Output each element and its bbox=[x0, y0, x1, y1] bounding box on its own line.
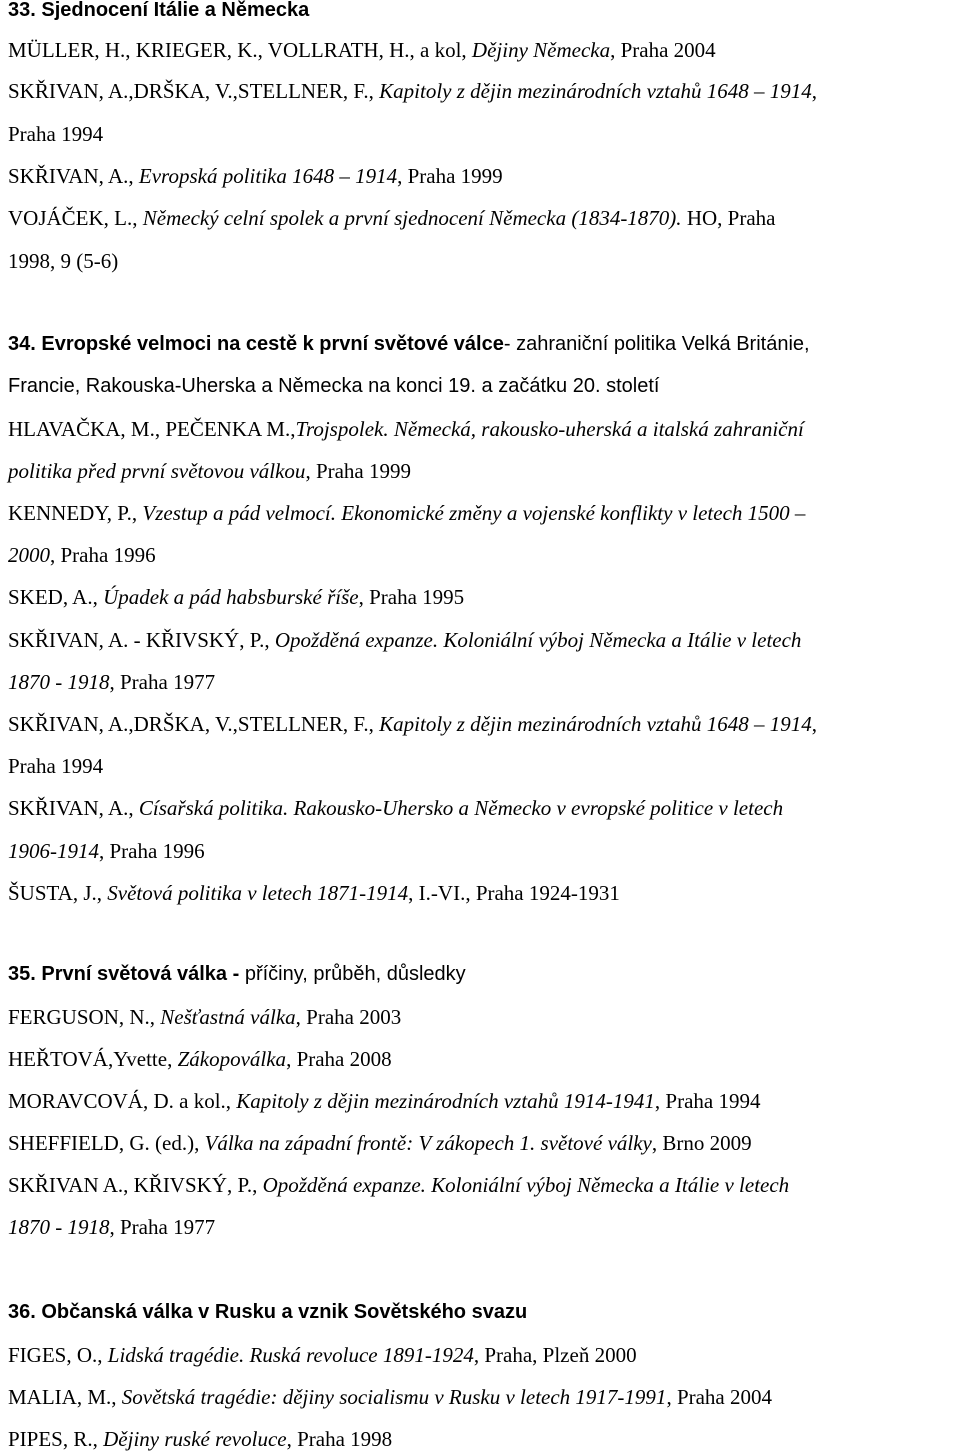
entry-publication: , Praha 1999 bbox=[397, 164, 503, 188]
reference-entry bbox=[8, 416, 956, 442]
entry-publication: Praha 1994 bbox=[8, 754, 104, 778]
entry-authors: SKŘIVAN, A.,DRŠKA, V.,STELLNER, F., bbox=[8, 712, 380, 736]
entry-title: Sovětská tragédie: dějiny socialismu v Rusku v letech 1917-1991 bbox=[121, 1385, 667, 1409]
section-subtitle: příčiny, průběh, důsledky bbox=[239, 963, 466, 985]
reference-entry bbox=[8, 163, 956, 189]
reference-entry bbox=[8, 37, 956, 63]
entry-title: 1870 - 1918 bbox=[8, 670, 110, 694]
reference-entry bbox=[8, 1384, 956, 1410]
entry-title: Opožděná expanze. Koloniální výboj Německa a Itálie v letech bbox=[262, 1173, 790, 1197]
reference-entry bbox=[8, 1130, 956, 1156]
reference-entry-continuation bbox=[8, 753, 956, 779]
entry-publication: , Praha 1998 bbox=[286, 1427, 393, 1451]
reference-entry bbox=[8, 795, 956, 821]
entry-authors: SHEFFIELD, G. (ed.), bbox=[8, 1131, 205, 1155]
reference-entry-continuation bbox=[8, 458, 956, 484]
entry-authors: ŠUSTA, J., bbox=[8, 881, 108, 905]
entry-publication: Praha 1994 bbox=[8, 122, 104, 146]
section-heading-33 bbox=[8, 0, 956, 23]
section-subtitle: - zahraniční politika Velká Británie, bbox=[503, 333, 810, 355]
reference-entry-continuation bbox=[8, 1214, 956, 1240]
entry-publication: , bbox=[811, 712, 818, 736]
reference-entry bbox=[8, 500, 956, 526]
entry-authors: FIGES, O., bbox=[8, 1343, 108, 1367]
reference-entry-continuation bbox=[8, 669, 956, 695]
entry-authors: SKED, A., bbox=[8, 585, 104, 609]
section-title: Občanská válka v Rusku a vznik Sovětského svazu bbox=[41, 1301, 528, 1323]
entry-publication: , Praha 2004 bbox=[666, 1385, 773, 1409]
entry-authors: SKŘIVAN, A., bbox=[8, 796, 139, 820]
entry-publication: , Praha, Plzeň 2000 bbox=[473, 1343, 637, 1367]
section-title: Evropské velmoci na cestě k první světové válce bbox=[41, 333, 504, 355]
entry-publication: , Praha 2008 bbox=[286, 1047, 392, 1071]
reference-entry bbox=[8, 1342, 956, 1368]
entry-publication: , Praha 1977 bbox=[109, 1215, 216, 1239]
reference-entry bbox=[8, 205, 956, 231]
reference-entry-continuation bbox=[8, 248, 956, 274]
entry-title: 2000 bbox=[8, 543, 50, 567]
entry-authors: SKŘIVAN, A., bbox=[8, 164, 139, 188]
entry-title: Světová politika v letech 1871-1914 bbox=[107, 881, 409, 905]
entry-publication: , I.-VI., Praha 1924-1931 bbox=[408, 881, 620, 905]
entry-authors: KENNEDY, P., bbox=[8, 501, 143, 525]
entry-title: 1906-1914 bbox=[8, 839, 99, 863]
entry-title: 1870 - 1918 bbox=[8, 1215, 110, 1239]
section-number: 33. bbox=[8, 0, 36, 21]
entry-title: Dějiny Německa bbox=[471, 38, 611, 62]
entry-publication: , Praha 1977 bbox=[109, 670, 216, 694]
entry-authors: FERGUSON, N., bbox=[8, 1005, 161, 1029]
entry-authors: SKŘIVAN, A. - KŘIVSKÝ, P., bbox=[8, 628, 275, 652]
entry-authors: MORAVCOVÁ, D. a kol., bbox=[8, 1089, 237, 1113]
reference-entry bbox=[8, 880, 956, 906]
reference-entry bbox=[8, 1088, 956, 1114]
entry-authors: MÜLLER, H., KRIEGER, K., VOLLRATH, H., a kol, bbox=[8, 38, 472, 62]
section-title: První světová válka - bbox=[41, 963, 240, 985]
entry-publication: , Praha 1994 bbox=[654, 1089, 761, 1113]
section-number: 34. bbox=[8, 333, 36, 355]
entry-title: Císařská politika. Rakousko-Uhersko a Německo v evropské politice v letech bbox=[138, 796, 784, 820]
entry-authors: HEŘTOVÁ,Yvette, bbox=[8, 1047, 178, 1071]
section-number: 36. bbox=[8, 1301, 36, 1323]
entry-publication: , Praha 1995 bbox=[358, 585, 465, 609]
section-heading-continuation bbox=[8, 373, 956, 399]
entry-publication: HO, Praha bbox=[681, 206, 776, 230]
reference-entry-continuation bbox=[8, 121, 956, 147]
reference-entry-continuation bbox=[8, 542, 956, 568]
section-title: Sjednocení Itálie a Německa bbox=[41, 0, 310, 21]
entry-title: Zákopoválka bbox=[177, 1047, 287, 1071]
reference-entry bbox=[8, 627, 956, 653]
reference-entry-continuation bbox=[8, 838, 956, 864]
reference-entry bbox=[8, 1004, 956, 1030]
entry-title: Kapitoly z dějin mezinárodních vztahů 1648 – 1914 bbox=[379, 712, 812, 736]
entry-publication: , Praha 2003 bbox=[295, 1005, 402, 1029]
entry-publication: 1998, 9 (5-6) bbox=[8, 249, 119, 273]
entry-publication: , Praha 2004 bbox=[610, 38, 716, 62]
entry-title: Lidská tragédie. Ruská revoluce 1891-1924 bbox=[107, 1343, 474, 1367]
reference-entry bbox=[8, 711, 956, 737]
section-heading-36 bbox=[8, 1299, 956, 1325]
reference-entry bbox=[8, 584, 956, 610]
entry-publication: , Praha 1999 bbox=[305, 459, 412, 483]
entry-title: Dějiny ruské revoluce bbox=[103, 1427, 287, 1451]
entry-publication: , Praha 1996 bbox=[99, 839, 205, 863]
entry-title: Trojspolek. Německá, rakousko-uherská a italská zahraniční bbox=[295, 417, 804, 441]
entry-authors: MALIA, M., bbox=[8, 1385, 122, 1409]
section-heading-34 bbox=[8, 331, 956, 357]
reference-entry bbox=[8, 78, 956, 104]
entry-publication: , bbox=[811, 79, 818, 103]
section-subtitle: Francie, Rakouska-Uherska a Německa na konci 19. a začátku 20. století bbox=[8, 375, 660, 397]
reference-entry bbox=[8, 1046, 956, 1072]
entry-title: Úpadek a pád habsburské říše bbox=[103, 585, 359, 609]
entry-title: Kapitoly z dějin mezinárodních vztahů 1914-1941 bbox=[236, 1089, 655, 1113]
section-heading-35 bbox=[8, 961, 956, 987]
entry-title: Válka na západní frontě: V zákopech 1. světové války bbox=[204, 1131, 652, 1155]
reference-entry bbox=[8, 1172, 956, 1198]
entry-title: Evropská politika 1648 – 1914 bbox=[138, 164, 398, 188]
section-number: 35. bbox=[8, 963, 36, 985]
entry-publication: , Brno 2009 bbox=[651, 1131, 752, 1155]
entry-title: politika před první světovou válkou bbox=[8, 459, 306, 483]
entry-title: Nešťastná válka bbox=[160, 1005, 296, 1029]
entry-title: Opožděná expanze. Koloniální výboj Německa a Itálie v letech bbox=[274, 628, 802, 652]
entry-authors: SKŘIVAN, A.,DRŠKA, V.,STELLNER, F., bbox=[8, 79, 380, 103]
entry-authors: SKŘIVAN A., KŘIVSKÝ, P., bbox=[8, 1173, 263, 1197]
entry-authors: HLAVAČKA, M., PEČENKA M., bbox=[8, 417, 296, 441]
entry-publication: , Praha 1996 bbox=[50, 543, 156, 567]
entry-authors: PIPES, R., bbox=[8, 1427, 104, 1451]
entry-title: Vzestup a pád velmocí. Ekonomické změny a vojenské konflikty v letech 1500 – bbox=[142, 501, 806, 525]
entry-title: Kapitoly z dějin mezinárodních vztahů 1648 – 1914 bbox=[379, 79, 812, 103]
entry-title: Německý celní spolek a první sjednocení Německa (1834-1870). bbox=[142, 206, 682, 230]
entry-authors: VOJÁČEK, L., bbox=[8, 206, 143, 230]
reference-entry bbox=[8, 1426, 956, 1452]
